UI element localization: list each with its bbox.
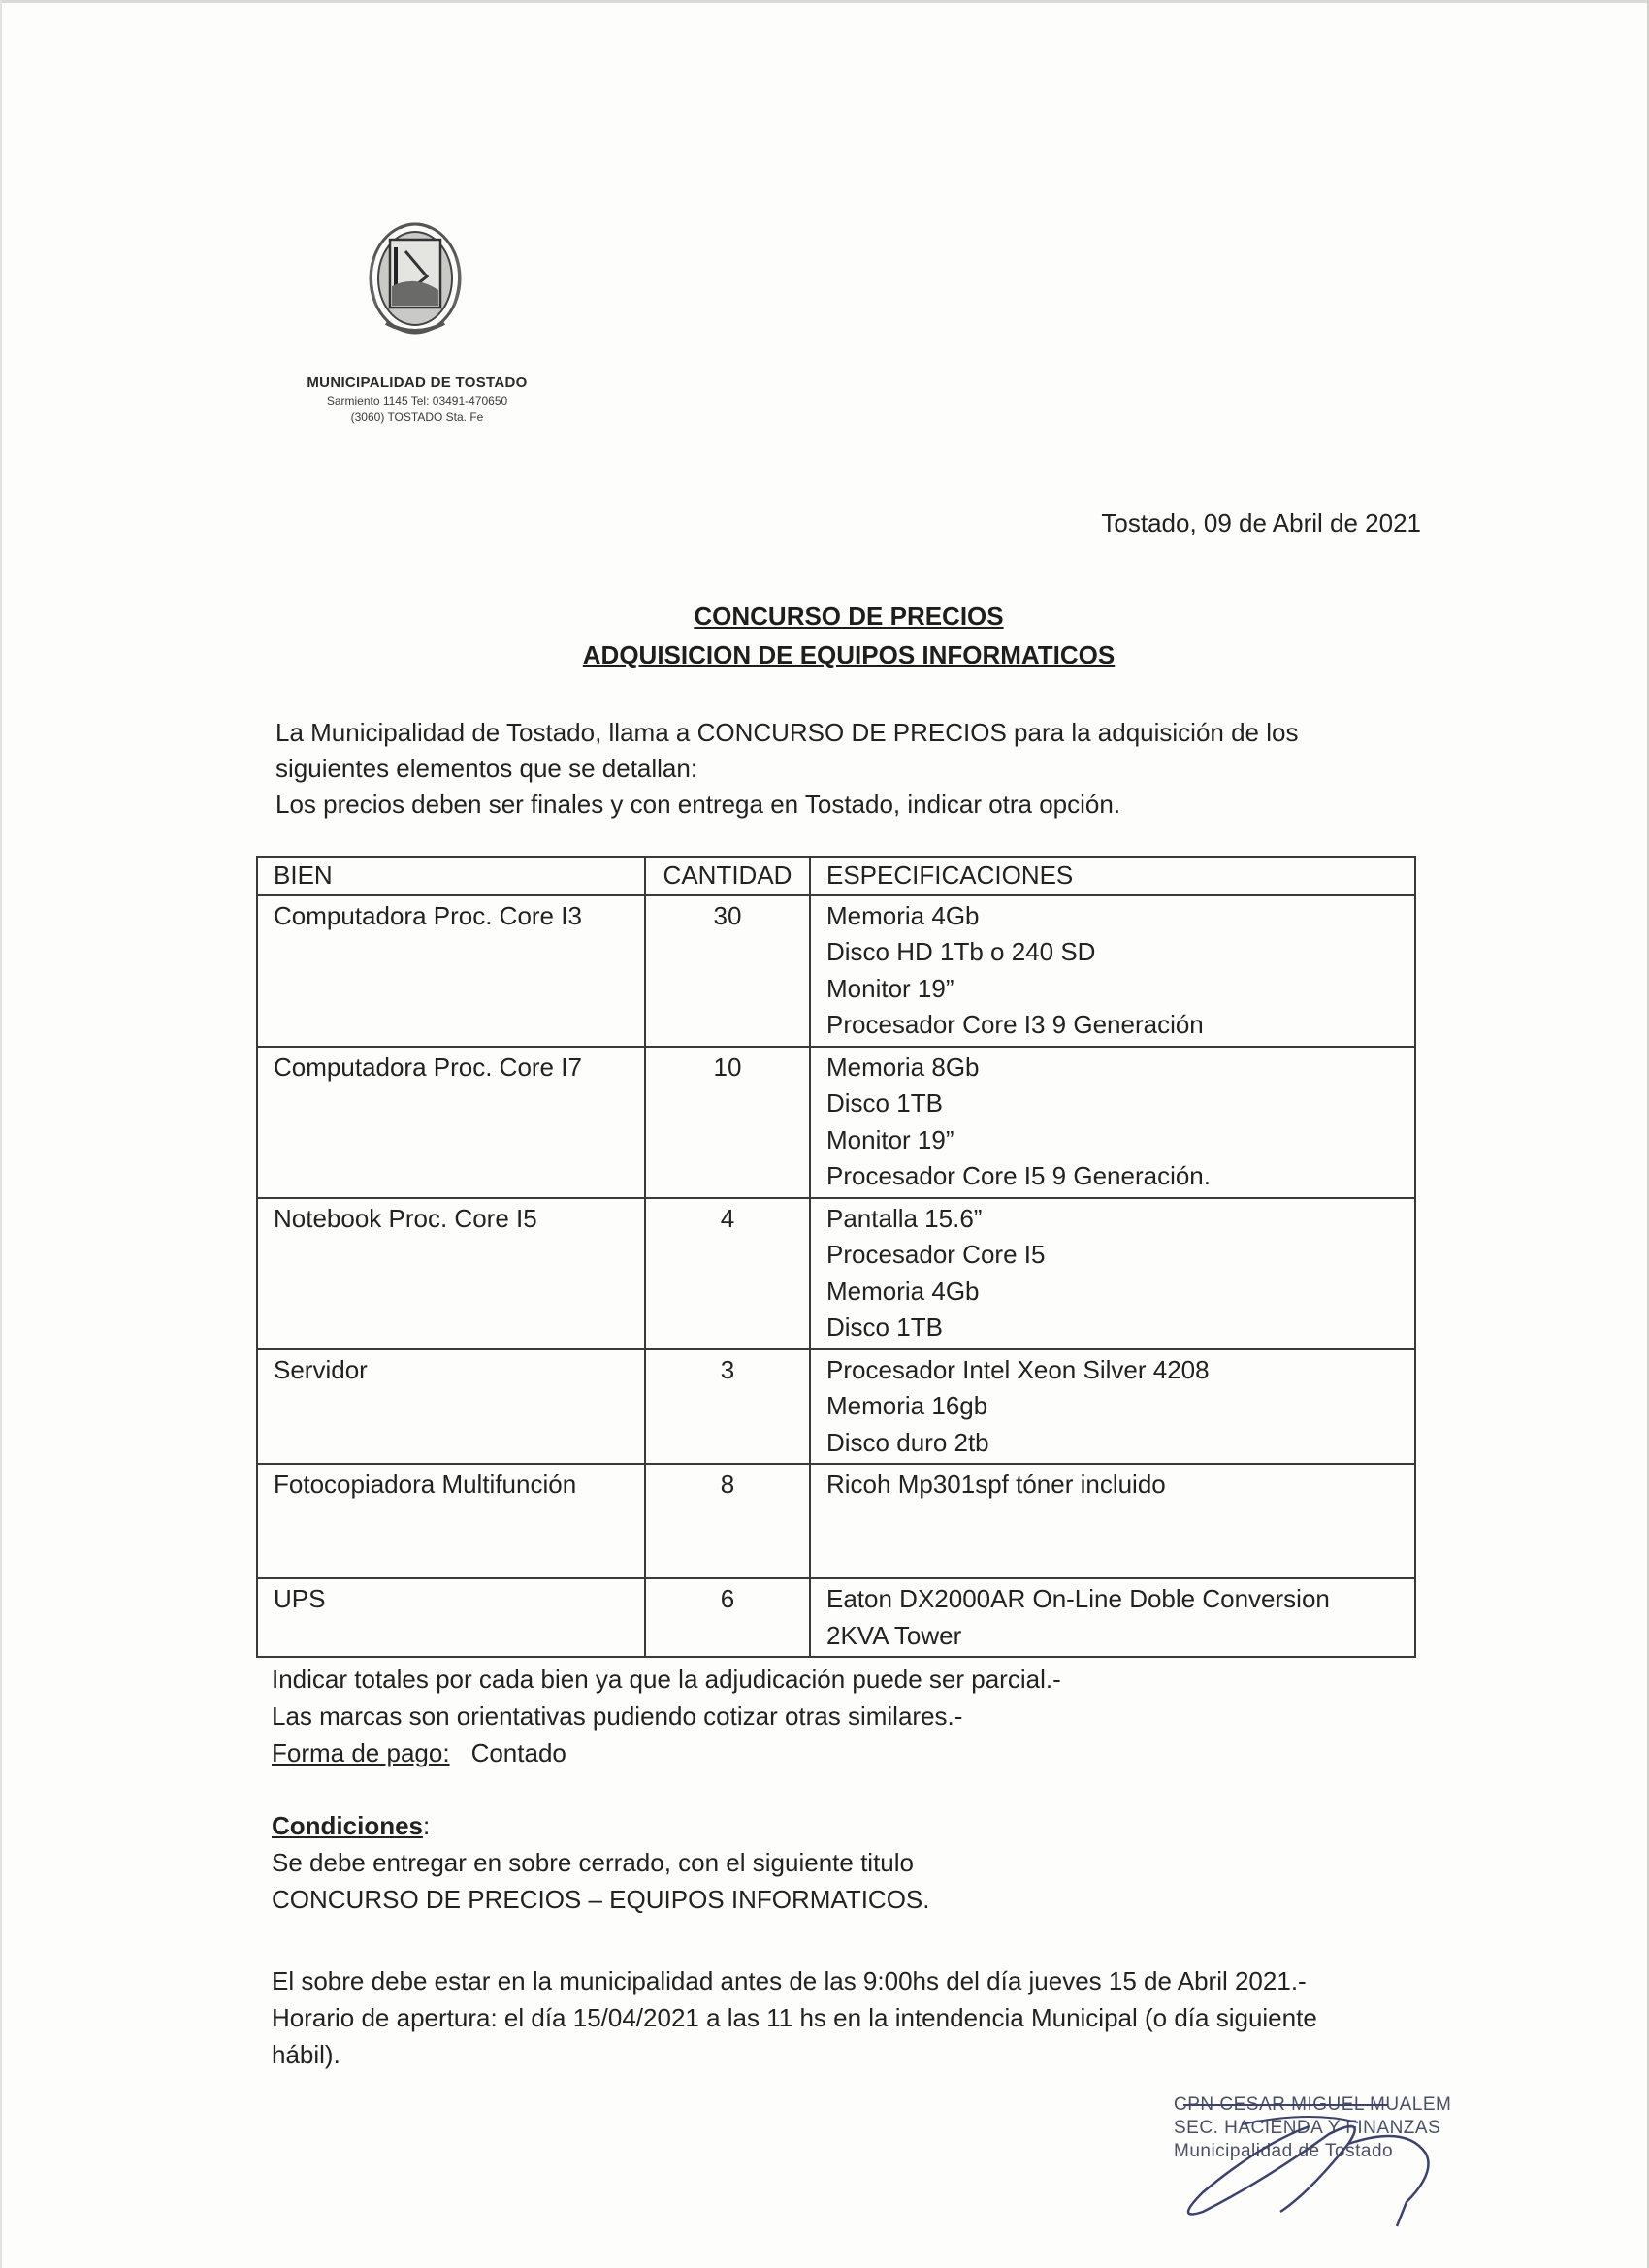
stamp-line: Municipalidad de Tostado [1174, 2141, 1394, 2161]
spec-line: Memoria 4Gb [826, 1276, 980, 1306]
closing-line: hábil). [272, 2040, 340, 2069]
note-line: Las marcas son orientativas pudiendo cotizar otras similares.- [272, 1701, 963, 1731]
municipality-name: MUNICIPALIDAD DE TOSTADO [307, 374, 528, 391]
spec-line: Memoria 4Gb [826, 900, 980, 930]
note-line: Indicar totales por cada bien ya que la adjudicación puede ser parcial.- [272, 1665, 1061, 1694]
spec-line: 2KVA Tower [826, 1620, 962, 1650]
notes-section [272, 1661, 1436, 1771]
table-row [257, 1349, 1415, 1465]
intro-line: Los precios deben ser finales y con entrega en Tostado, indicar otra opción. [275, 790, 1121, 819]
page-edge-left [0, 0, 2, 2268]
intro-paragraph [275, 715, 1381, 823]
cell-cantidad: 30 [645, 895, 810, 1047]
cell-bien: UPS [257, 1578, 645, 1657]
stamp-line: CPN CESAR MIGUEL MUALEM [1174, 2094, 1452, 2115]
payment-label: Forma de pago: [272, 1738, 450, 1767]
cell-bien: Notebook Proc. Core I5 [257, 1198, 645, 1349]
cell-especificaciones [810, 1464, 1415, 1578]
document-title: CONCURSO DE PRECIOS [694, 601, 1004, 631]
stamp-line: SEC. HACIENDA Y FINANZAS [1174, 2118, 1441, 2138]
conditions-heading: Condiciones [272, 1811, 424, 1840]
spec-line: Ricoh Mp301spf tóner incluido [826, 1470, 1166, 1499]
table-header-row [257, 857, 1415, 895]
conditions-section [272, 1807, 1436, 1918]
column-header-cantidad: CANTIDAD [645, 857, 810, 895]
column-header-especificaciones: ESPECIFICACIONES [810, 857, 1415, 895]
cell-cantidad: 3 [645, 1349, 810, 1465]
spec-line: Disco HD 1Tb o 240 SD [826, 937, 1096, 966]
column-header-bien: BIEN [257, 857, 645, 895]
cell-especificaciones [810, 1349, 1415, 1465]
table-row [257, 1198, 1415, 1349]
intro-line: La Municipalidad de Tostado, llama a CONCURSO DE PRECIOS para la adquisición de los [275, 718, 1299, 747]
document-subtitle: ADQUISICION DE EQUIPOS INFORMATICOS [582, 640, 1116, 669]
cell-cantidad: 6 [645, 1578, 810, 1657]
cell-bien: Computadora Proc. Core I7 [257, 1047, 645, 1198]
table-row [257, 1578, 1415, 1657]
cell-especificaciones [810, 1198, 1415, 1349]
closing-line: El sobre debe estar en la municipalidad antes de las 9:00hs del día jueves 15 de Abril 2021.- [272, 1966, 1307, 1995]
intro-line: siguientes elementos que se detallan: [275, 754, 698, 783]
cell-bien: Fotocopiadora Multifunción [257, 1464, 645, 1578]
table-row [257, 895, 1415, 1047]
spec-line: Memoria 16gb [826, 1391, 988, 1420]
letterhead [286, 374, 548, 424]
cell-cantidad: 4 [645, 1198, 810, 1349]
cell-cantidad: 10 [645, 1047, 810, 1198]
spec-line: Procesador Core I3 9 Generación [826, 1010, 1204, 1039]
spec-line: Procesador Intel Xeon Silver 4208 [826, 1354, 1210, 1384]
spec-line: Disco duro 2tb [826, 1427, 989, 1457]
conditions-heading-line: Condiciones: [272, 1811, 431, 1840]
cell-especificaciones [810, 1578, 1415, 1657]
table-row [257, 1464, 1415, 1578]
spec-line: Eaton DX2000AR On-Line Doble Conversion [826, 1584, 1330, 1613]
spec-line: Monitor 19” [826, 973, 954, 1003]
table-row [257, 1047, 1415, 1198]
spec-line: Memoria 8Gb [826, 1052, 980, 1082]
cell-bien: Computadora Proc. Core I3 [257, 895, 645, 1047]
payment-line [272, 1734, 1436, 1771]
spec-line: Pantalla 15.6” [826, 1203, 983, 1233]
cell-cantidad: 8 [645, 1464, 810, 1578]
page-edge-top [0, 0, 1649, 3]
cell-especificaciones [810, 895, 1415, 1047]
spec-line: Procesador Core I5 9 Generación. [826, 1161, 1211, 1190]
handwritten-signature [1116, 2066, 1494, 2231]
items-table [256, 856, 1416, 1658]
spec-line: Procesador Core I5 [826, 1240, 1046, 1269]
spec-line: Monitor 19” [826, 1124, 954, 1154]
spec-line: Disco 1TB [826, 1088, 943, 1118]
payment-value: Contado [470, 1738, 566, 1767]
closing-section [272, 1962, 1436, 2073]
cell-especificaciones [810, 1047, 1415, 1198]
condition-line: CONCURSO DE PRECIOS – EQUIPOS INFORMATICOS. [272, 1885, 930, 1914]
condition-line: Se debe entregar en sobre cerrado, con el siguiente titulo [272, 1848, 914, 1877]
closing-line: Horario de apertura: el día 15/04/2021 a las 11 hs en la intendencia Municipal (o día siguiente [272, 2003, 1317, 2032]
municipality-city: (3060) TOSTADO Sta. Fe [350, 410, 484, 424]
spec-line: Disco 1TB [826, 1312, 943, 1342]
cell-bien: Servidor [257, 1349, 645, 1465]
municipality-address: Sarmiento 1145 Tel: 03491-470650 [326, 394, 508, 407]
municipal-crest-logo [357, 218, 473, 354]
document-date: Tostado, 09 de Abril de 2021 [1101, 508, 1421, 537]
